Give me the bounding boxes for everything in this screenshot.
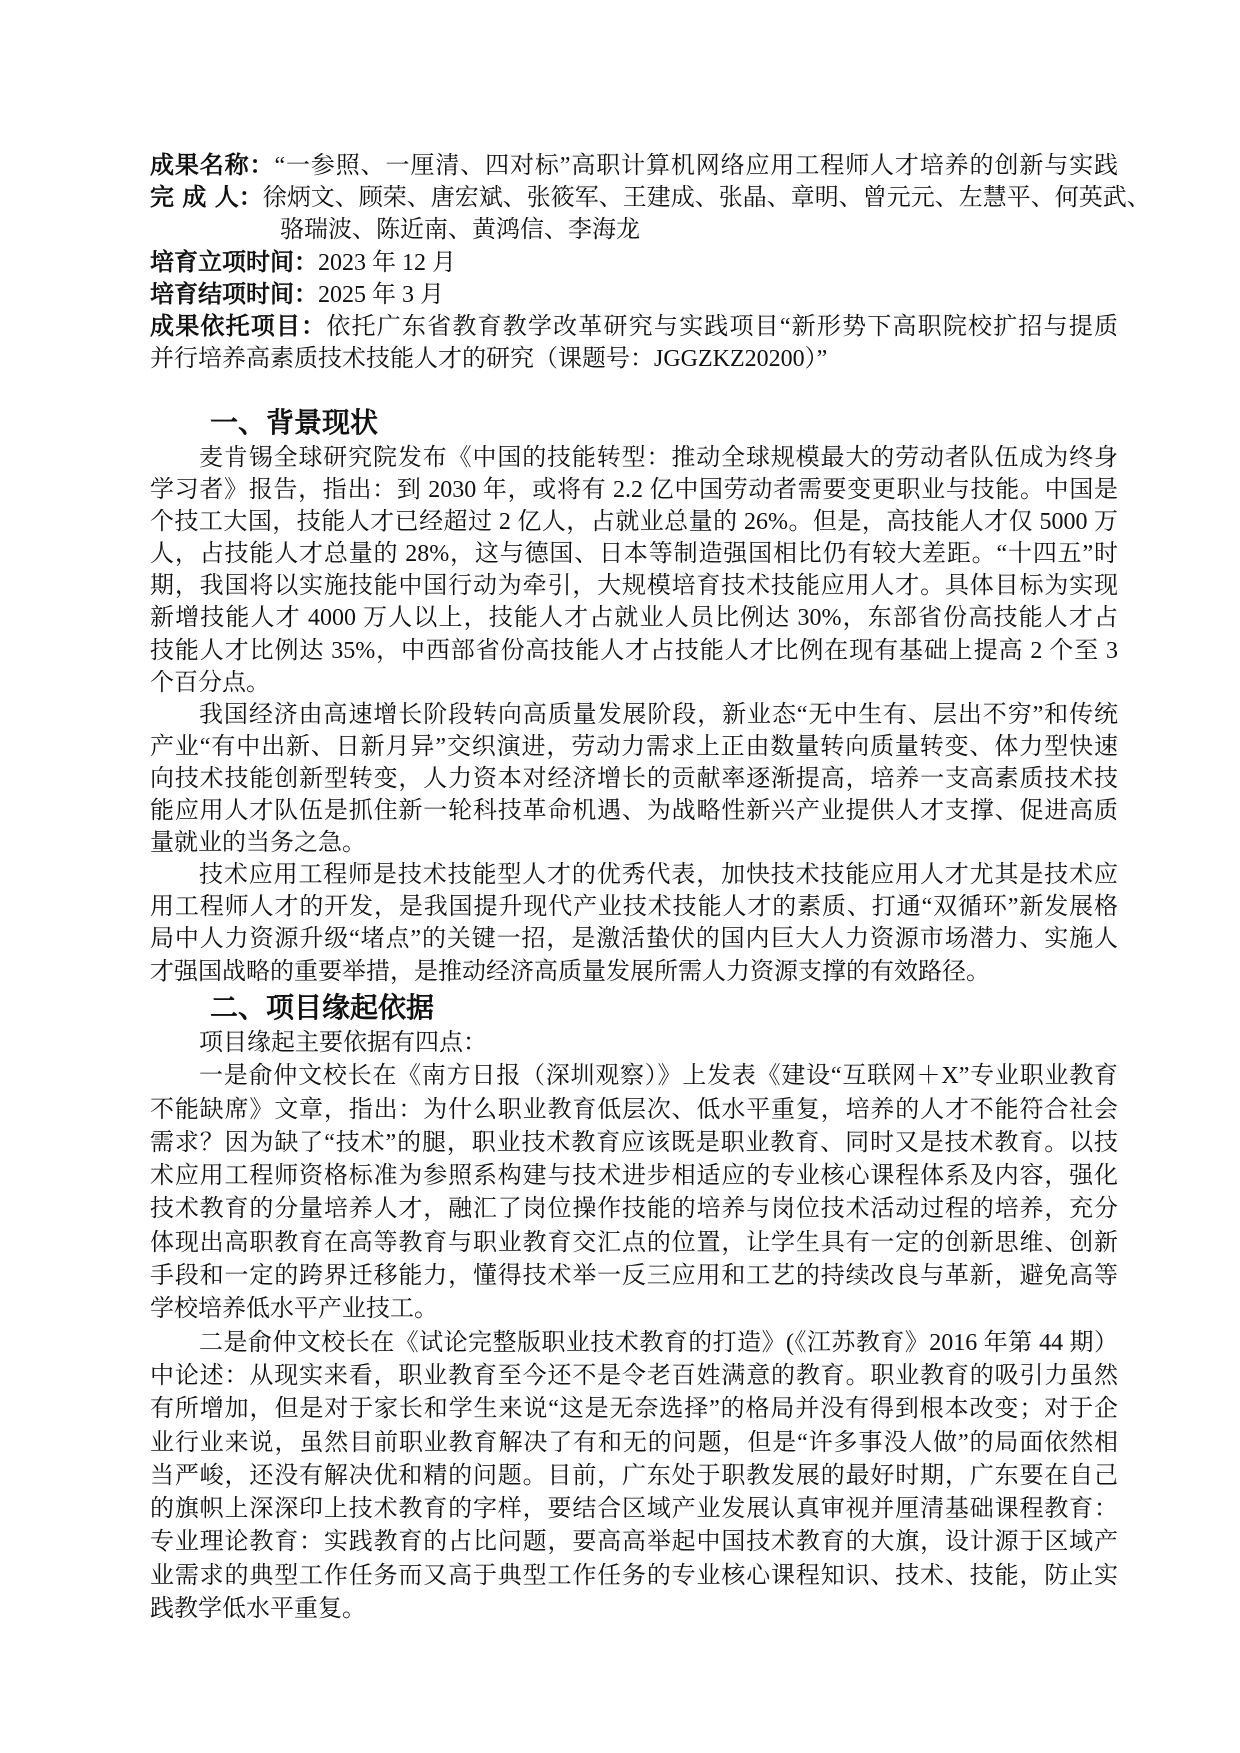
paragraph-line: 局中人力资源升级“堵点”的关键一招，是激活蛰伏的国内巨大人力资源市场潜力、实施人 <box>150 926 1118 953</box>
project-row-continued: 并行培养高素质技术技能人才的研究（课题号：JGGZKZ20200）” <box>150 345 828 372</box>
paragraph-line: 专业理论教育：实践教育的占比问题，要高高举起中国技术教育的大旗，设计源于区域产 <box>150 1529 1118 1556</box>
paragraph-line: 才强国战略的重要举措，是推动经济高质量发展所需人力资源支撑的有效路径。 <box>150 958 990 985</box>
end-time-value: 2025 年 3 月 <box>318 282 444 309</box>
members-label: 完 成 人： <box>150 183 263 212</box>
title-label: 成果名称： <box>150 151 275 179</box>
paragraph-line: 技术教育的分量培养人才，融汇了岗位操作技能的培养与岗位技术活动过程的培养，充分 <box>150 1196 1118 1223</box>
paragraph-line: 手段和一定的跨界迁移能力，懂得技术举一反三应用和工艺的持续改良与革新，避免高等 <box>150 1263 1118 1290</box>
members-row-continued: 骆瑞波、陈近南、黄鸿信、李海龙 <box>280 216 640 243</box>
project-label: 成果依托项目： <box>150 312 327 341</box>
paragraph-line: 一是俞仲文校长在《南方日报（深圳观察）》上发表《建设“互联网＋X”专业职业教育 <box>199 1063 1118 1090</box>
paragraph <box>150 1327 1118 1627</box>
paragraph-line: 当严峻，还没有解决优和精的问题。目前，广东处于职教发展的最好时期，广东要在自己 <box>150 1462 1118 1489</box>
paragraph-line: 用工程师人才的开发，是我国提升现代产业技术技能人才的素质、打通“双循环”新发展格 <box>150 894 1118 921</box>
title-value: “一参照、一厘清、四对标”高职计算机网络应用工程师人才培养的创新与实践 <box>274 153 1118 179</box>
paragraph-line: 有所增加，但是对于家长和学生来说“这是无奈选择”的格局并没有得到根本改变；对于企 <box>150 1396 1118 1423</box>
paragraph <box>150 1060 1118 1326</box>
paragraph-line: 不能缺席》文章，指出：为什么职业教育低层次、低水平重复，培养的人才不能符合社会 <box>150 1096 1118 1123</box>
paragraph-line: 个技工大国，技能人才已经超过 2 亿人，占就业总量的 26%。但是，高技能人才仅 5000 万 <box>150 509 1118 536</box>
paragraph-line: 的旗帜上深深印上技术教育的字样，要结合区域产业发展认真审视并厘清基础课程教育： <box>150 1496 1118 1523</box>
start-time-label: 培育立项时间： <box>150 247 318 276</box>
paragraph <box>150 1027 1118 1060</box>
paragraph-line: 人，占技能人才总量的 28%，这与德国、日本等制造强国相比仍有较大差距。“十四五”时 <box>150 541 1118 568</box>
section-basis-body <box>150 1027 1118 1626</box>
members-value: 徐炳文、顾荣、唐宏斌、张筱军、王建成、张晶、章明、曾元元、左慧平、何英武、 <box>262 185 1151 212</box>
paragraph-line: 我国经济由高速增长阶段转向高质量发展阶段，新业态“无中生有、层出不穷”和传统 <box>199 701 1118 728</box>
project-value: 依托广东省教育教学改革研究与实践项目“新形势下高职院校扩招与提质 <box>326 314 1119 341</box>
paragraph-line: 向技术技能创新型转变，人力资本对经济增长的贡献率逐渐提高，培养一支高素质技术技 <box>150 765 1118 792</box>
paragraph <box>150 699 1118 859</box>
paragraph-line: 产业“有中出新、日新月异”交织演进，劳动力需求上正由数量转向质量转变、体力型快速 <box>150 733 1118 760</box>
paragraph-line: 学习者》报告，指出：到 2030 年，或将有 2.2 亿中国劳动者需要变更职业与技能。中国是 <box>150 477 1118 504</box>
paragraph-line: 技能人才比例达 35%，中西部省份高技能人才占技能人才比例在现有基础上提高 2 个至 3 <box>150 637 1118 664</box>
project-row <box>150 310 1118 342</box>
paragraph-line: 需求？因为缺了“技术”的腿，职业技术教育应该既是职业教育、同时又是技术教育。以技 <box>150 1129 1118 1156</box>
paragraph <box>150 859 1118 987</box>
paragraph <box>150 442 1118 699</box>
section-heading-basis: 二、项目缘起依据 <box>210 991 435 1024</box>
paragraph-line: 项目缘起主要依据有四点： <box>199 1030 487 1056</box>
section-heading-background: 一、背景现状 <box>210 406 379 439</box>
paragraph-line: 个百分点。 <box>150 669 270 696</box>
paragraph-line: 业需求的典型工作任务而又高于典型工作任务的专业核心课程知识、技术、技能，防止实 <box>150 1562 1118 1589</box>
end-time-row <box>150 278 1118 310</box>
end-time-label: 培育结项时间： <box>150 280 318 309</box>
paragraph-line: 麦肯锡全球研究院发布《中国的技能转型：推动全球规模最大的劳动者队伍成为终身 <box>199 445 1118 471</box>
members-row <box>150 181 1151 213</box>
paragraph-line: 中论述：从现实来看，职业教育至今还不是令老百姓满意的教育。职业教育的吸引力虽然 <box>150 1362 1118 1389</box>
start-time-row <box>150 246 1118 278</box>
paragraph-line: 技术应用工程师是技术技能型人才的优秀代表，加快技术技能应用人才尤其是技术应 <box>199 862 1118 889</box>
paragraph-line: 新增技能人才 4000 万人以上，技能人才占就业人员比例达 30%，东部省份高技能人才占 <box>150 605 1118 632</box>
paragraph-line: 二是俞仲文校长在《试论完整版职业技术教育的打造》(《江苏教育》2016 年第 44 期） <box>199 1329 1118 1356</box>
paragraph-line: 术应用工程师资格标准为参照系构建与技术进步相适应的专业核心课程体系及内容，强化 <box>150 1163 1118 1190</box>
paragraph-line: 践教学低水平重复。 <box>150 1596 366 1623</box>
paragraph-line: 期，我国将以实施技能中国行动为牵引，大规模培育技术技能应用人才。具体目标为实现 <box>150 573 1118 600</box>
paragraph-line: 量就业的当务之急。 <box>150 830 366 857</box>
paragraph-line: 业行业来说，虽然目前职业教育解决了有和无的问题，但是“许多事没人做”的局面依然相 <box>150 1429 1118 1456</box>
project-info <box>150 149 1151 375</box>
paragraph-line: 体现出高职教育在高等教育与职业教育交汇点的位置，让学生具有一定的创新思维、创新 <box>150 1229 1118 1256</box>
title-row <box>150 149 1118 181</box>
paragraph-line: 能应用人才队伍是抓住新一轮科技革命机遇、为战略性新兴产业提供人才支撑、促进高质 <box>150 798 1118 825</box>
start-time-value: 2023 年 12 月 <box>318 249 456 276</box>
paragraph-line: 学校培养低水平产业技工。 <box>150 1296 438 1323</box>
section-background-body <box>150 442 1118 988</box>
